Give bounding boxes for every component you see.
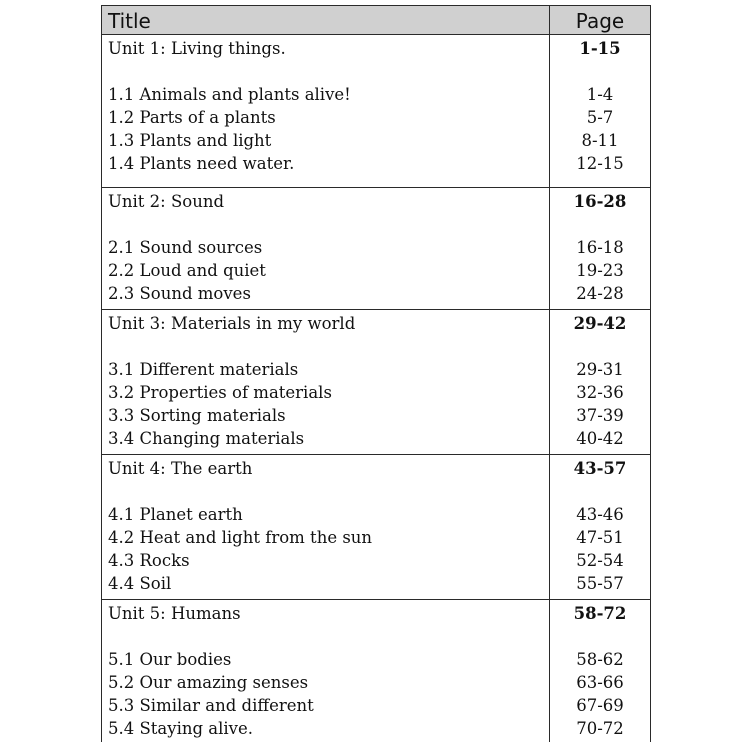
lesson-pages: 47-51 (576, 528, 624, 547)
lesson-title: 1.1 Animals and plants alive! (108, 85, 351, 104)
lesson-title: 3.2 Properties of materials (108, 383, 332, 402)
unit-title: Unit 5: Humans (108, 604, 241, 623)
unit-pages: 1-15 (579, 39, 621, 58)
unit-row (102, 455, 651, 600)
lesson-pages: 1-4 (586, 85, 614, 104)
lesson-pages: 29-31 (576, 360, 624, 379)
lesson-title: 1.2 Parts of a plants (108, 108, 276, 127)
unit-pages-cell (550, 188, 651, 310)
lesson-title: 3.3 Sorting materials (108, 406, 286, 425)
page-column-header: Page (550, 6, 651, 35)
lesson-pages: 52-54 (576, 551, 624, 570)
lesson-title: 1.4 Plants need water. (108, 154, 295, 173)
unit-title-cell (102, 600, 550, 742)
lesson-pages: 5-7 (586, 108, 614, 127)
lesson-pages: 40-42 (576, 429, 624, 448)
lesson-pages: 16-18 (576, 238, 624, 257)
unit-title: Unit 3: Materials in my world (108, 314, 356, 333)
unit-title: Unit 2: Sound (108, 192, 225, 211)
lesson-title: 3.4 Changing materials (108, 429, 305, 448)
lesson-title: 4.1 Planet earth (108, 505, 243, 524)
unit-row (102, 310, 651, 455)
lesson-pages: 58-62 (576, 650, 624, 669)
unit-row (102, 188, 651, 310)
lesson-title: 4.4 Soil (108, 574, 172, 593)
unit-title: Unit 4: The earth (108, 459, 253, 478)
lesson-pages: 63-66 (576, 673, 624, 692)
unit-pages: 43-57 (573, 459, 627, 478)
unit-pages: 16-28 (573, 192, 627, 211)
lesson-title: 5.1 Our bodies (108, 650, 232, 669)
lesson-title: 3.1 Different materials (108, 360, 299, 379)
unit-title-cell (102, 188, 550, 310)
unit-pages-cell (550, 310, 651, 455)
lesson-pages: 8-11 (581, 131, 619, 150)
lesson-pages: 24-28 (576, 284, 624, 303)
lesson-title: 5.2 Our amazing senses (108, 673, 309, 692)
title-column-header: Title (102, 6, 550, 35)
lesson-title: 1.3 Plants and light (108, 131, 272, 150)
lesson-pages: 32-36 (576, 383, 624, 402)
unit-row (102, 35, 651, 188)
unit-title: Unit 1: Living things. (108, 39, 286, 58)
lesson-title: 2.2 Loud and quiet (108, 261, 266, 280)
lesson-title: 2.3 Sound moves (108, 284, 251, 303)
lesson-pages: 70-72 (576, 719, 624, 738)
lesson-title: 5.4 Staying alive. (108, 719, 254, 738)
table-of-contents (101, 5, 651, 742)
lesson-pages: 43-46 (576, 505, 624, 524)
lesson-title: 4.2 Heat and light from the sun (108, 528, 373, 547)
unit-pages: 29-42 (573, 314, 627, 333)
unit-pages-cell (550, 455, 651, 600)
unit-title-cell (102, 310, 550, 455)
lesson-pages: 37-39 (576, 406, 624, 425)
lesson-pages: 55-57 (576, 574, 624, 593)
unit-pages-cell (550, 600, 651, 742)
unit-row (102, 600, 651, 742)
unit-pages-cell (550, 35, 651, 188)
lesson-pages: 19-23 (576, 261, 624, 280)
lesson-title: 4.3 Rocks (108, 551, 190, 570)
header-row (102, 6, 651, 35)
unit-title-cell (102, 455, 550, 600)
lesson-pages: 67-69 (576, 696, 624, 715)
unit-title-cell (102, 35, 550, 188)
lesson-title: 2.1 Sound sources (108, 238, 263, 257)
lesson-title: 5.3 Similar and different (108, 696, 314, 715)
lesson-pages: 12-15 (576, 154, 624, 173)
unit-pages: 58-72 (573, 604, 627, 623)
